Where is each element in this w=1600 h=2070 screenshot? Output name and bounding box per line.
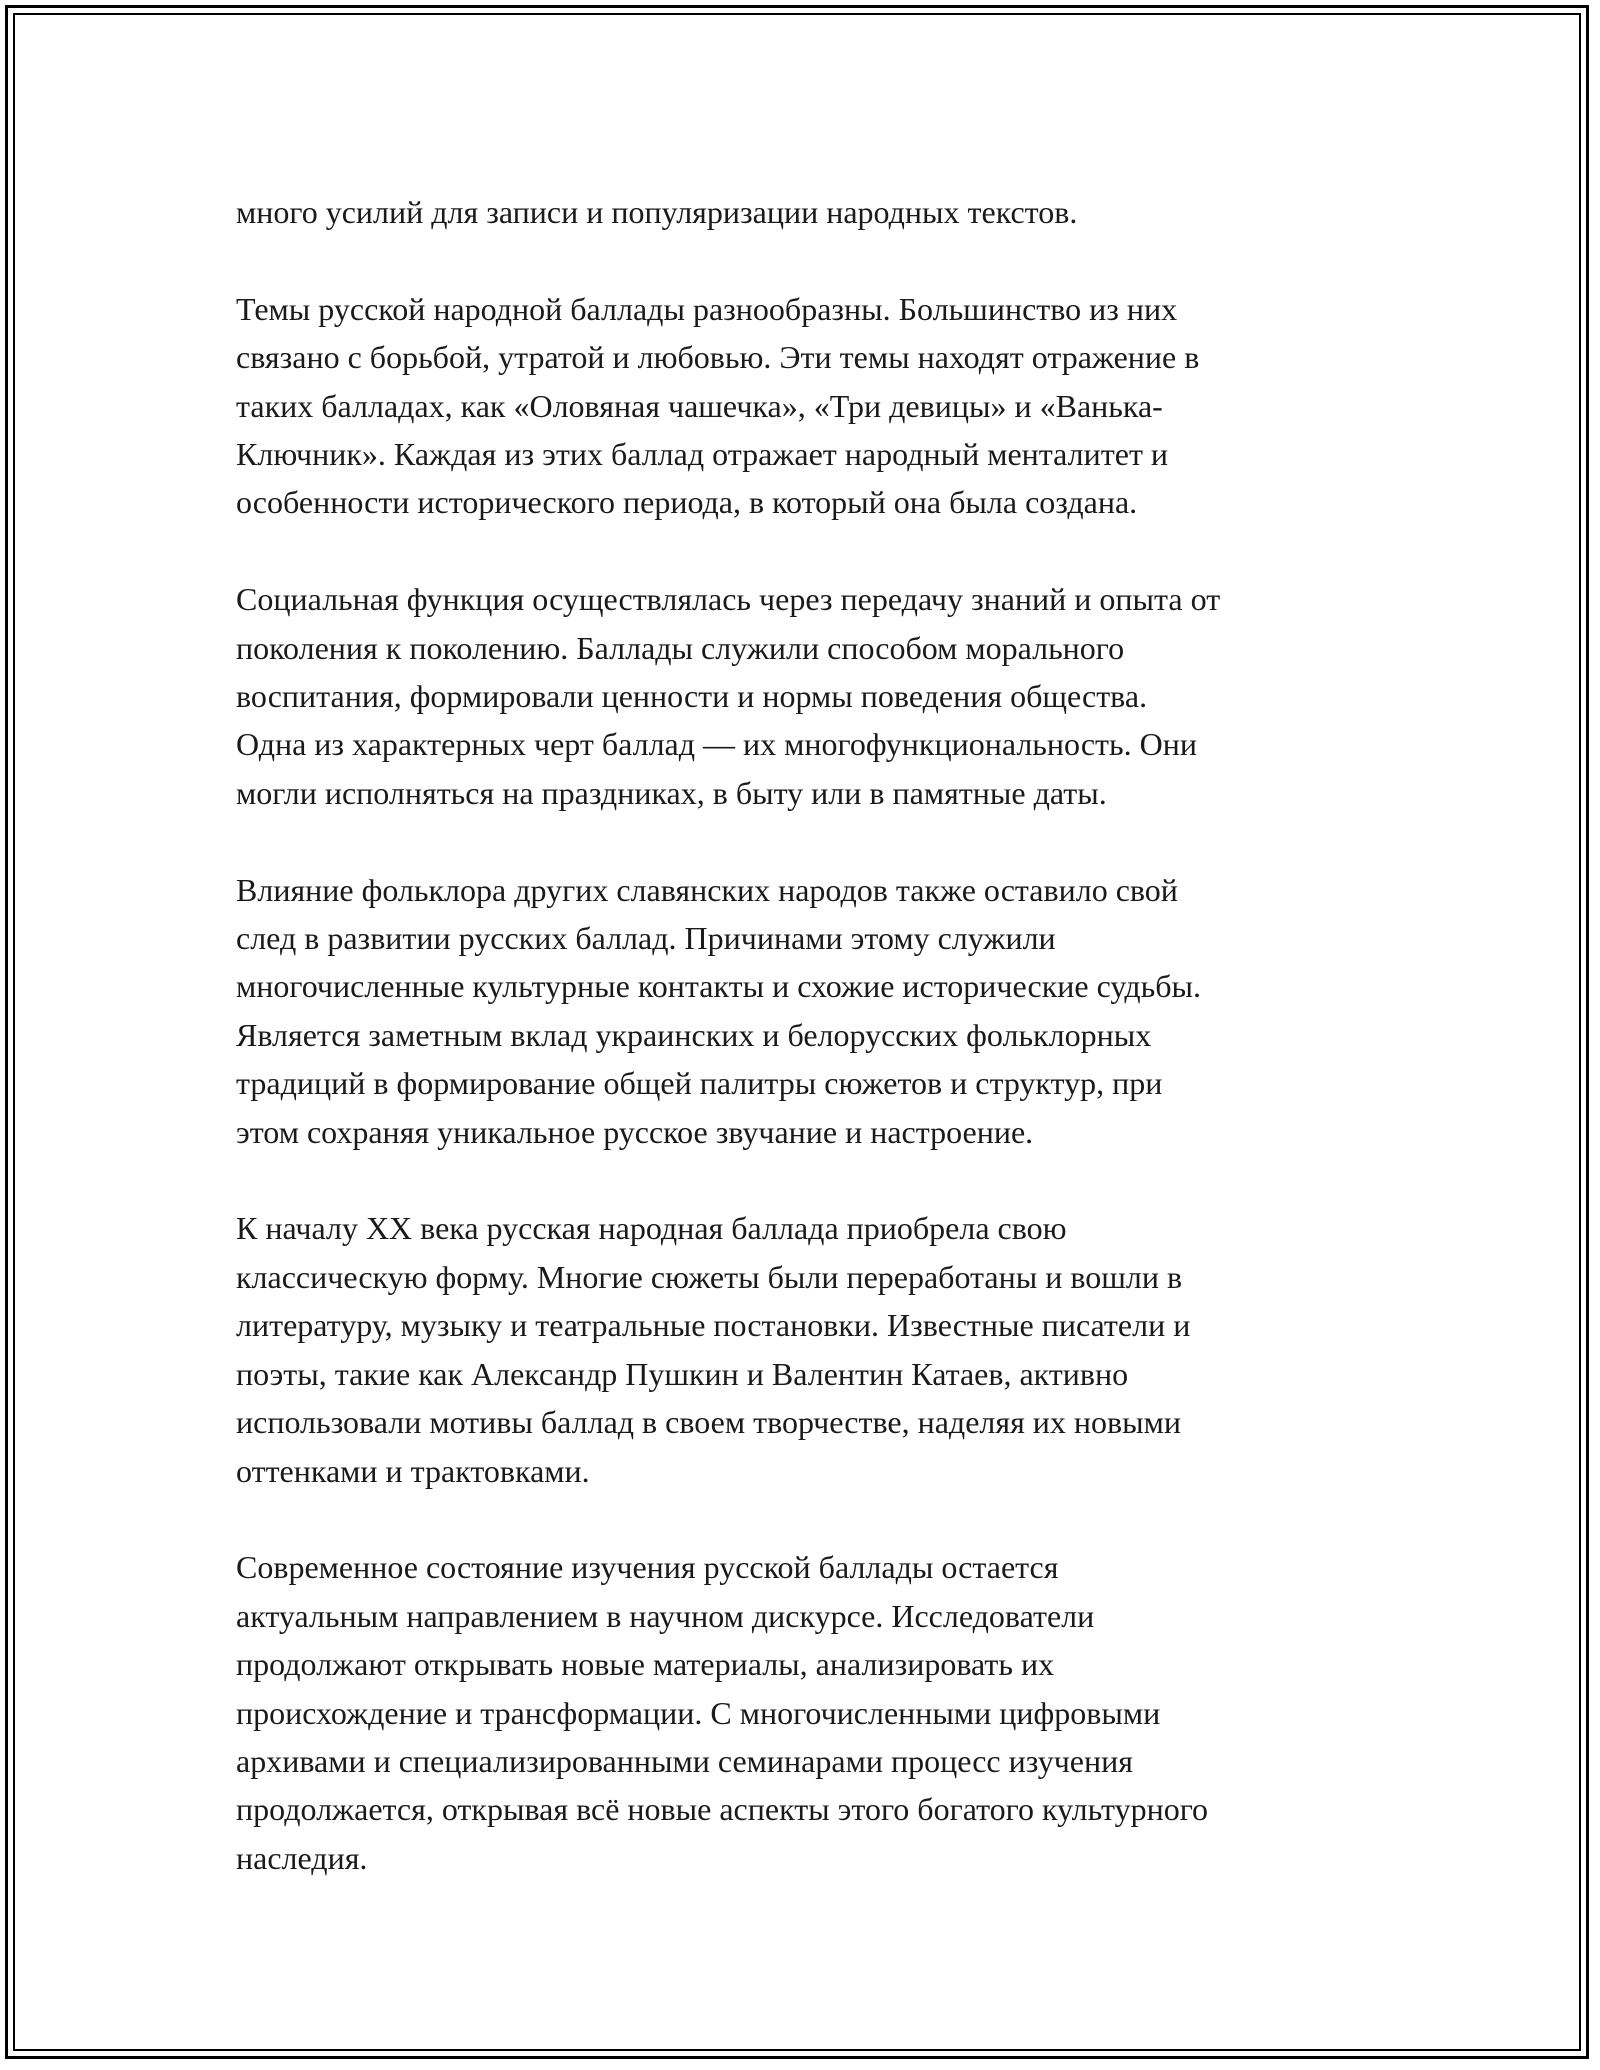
text-line: особенности исторического периода, в который она была создана.	[236, 484, 1138, 521]
text-line: след в развитии русских баллад. Причинами этому служили	[236, 920, 1056, 957]
text-line: происхождение и трансформации. С многочисленными цифровыми	[236, 1694, 1161, 1731]
text-line: литературу, музыку и театральные постановки. Известные писатели и	[236, 1307, 1191, 1344]
text-line: Темы русской народной баллады разнообразны. Большинство из них	[236, 290, 1178, 327]
text-line: архивами и специализированными семинарами процесс изучения	[236, 1742, 1133, 1779]
text-line: Влияние фольклора других славянских народов также оставило свой	[236, 871, 1178, 908]
text-line: оттенками и трактовками.	[236, 1452, 590, 1489]
text-line: много усилий для записи и популяризации народных текстов.	[236, 194, 1078, 230]
text-line: Является заметным вклад украинских и белорусских фольклорных	[236, 1016, 1152, 1053]
text-line: связано с борьбой, утратой и любовью. Эти темы находят отражение в	[236, 339, 1200, 376]
text-line: воспитания, формировали ценности и нормы поведения общества.	[236, 678, 1148, 715]
text-line: поколения к поколению. Баллады служили способом морального	[236, 629, 1125, 666]
text-line: Одна из характерных черт баллад — их многофункциональность. Они	[236, 726, 1197, 763]
text-line: таких балладах, как «Оловяная чашечка», «Три девицы» и «Ванька-	[236, 387, 1163, 424]
text-line: традиций в формирование общей палитры сюжетов и структур, при	[236, 1065, 1163, 1102]
text-line: использовали мотивы баллад в своем творчестве, наделяя их новыми	[236, 1404, 1182, 1441]
text-line: Социальная функция осуществлялась через передачу знаний и опыта от	[236, 581, 1221, 618]
text-line: Ключник». Каждая из этих баллад отражает народный менталитет и	[236, 436, 1169, 473]
text-line: наследия.	[236, 1839, 368, 1876]
text-line: актуальным направлением в научном дискурсе. Исследователи	[236, 1597, 1095, 1634]
text-line: Современное состояние изучения русской баллады остается	[236, 1549, 1059, 1586]
text-line: продолжается, открывая всё новые аспекты этого богатого культурного	[236, 1791, 1209, 1828]
paragraph-3	[236, 575, 1376, 817]
paragraph-2	[236, 285, 1376, 527]
paragraph-1	[236, 188, 1376, 236]
text-line: продолжают открывать новые материалы, анализировать их	[236, 1646, 1055, 1683]
paragraph-5	[236, 1204, 1376, 1494]
text-line: могли исполняться на праздниках, в быту или в памятные даты.	[236, 774, 1107, 811]
text-line: К началу XX века русская народная баллада приобрела свою	[236, 1210, 1067, 1247]
text-line: поэты, такие как Александр Пушкин и Валентин Катаев, активно	[236, 1355, 1129, 1392]
text-line: классическую форму. Многие сюжеты были переработаны и вошли в	[236, 1258, 1183, 1295]
paragraph-4	[236, 866, 1376, 1156]
text-line: многочисленные культурные контакты и схожие исторические судьбы.	[236, 968, 1202, 1005]
text-line: этом сохраняя уникальное русское звучание и настроение.	[236, 1113, 1034, 1150]
paragraph-6	[236, 1543, 1376, 1882]
document-body	[236, 188, 1376, 1931]
